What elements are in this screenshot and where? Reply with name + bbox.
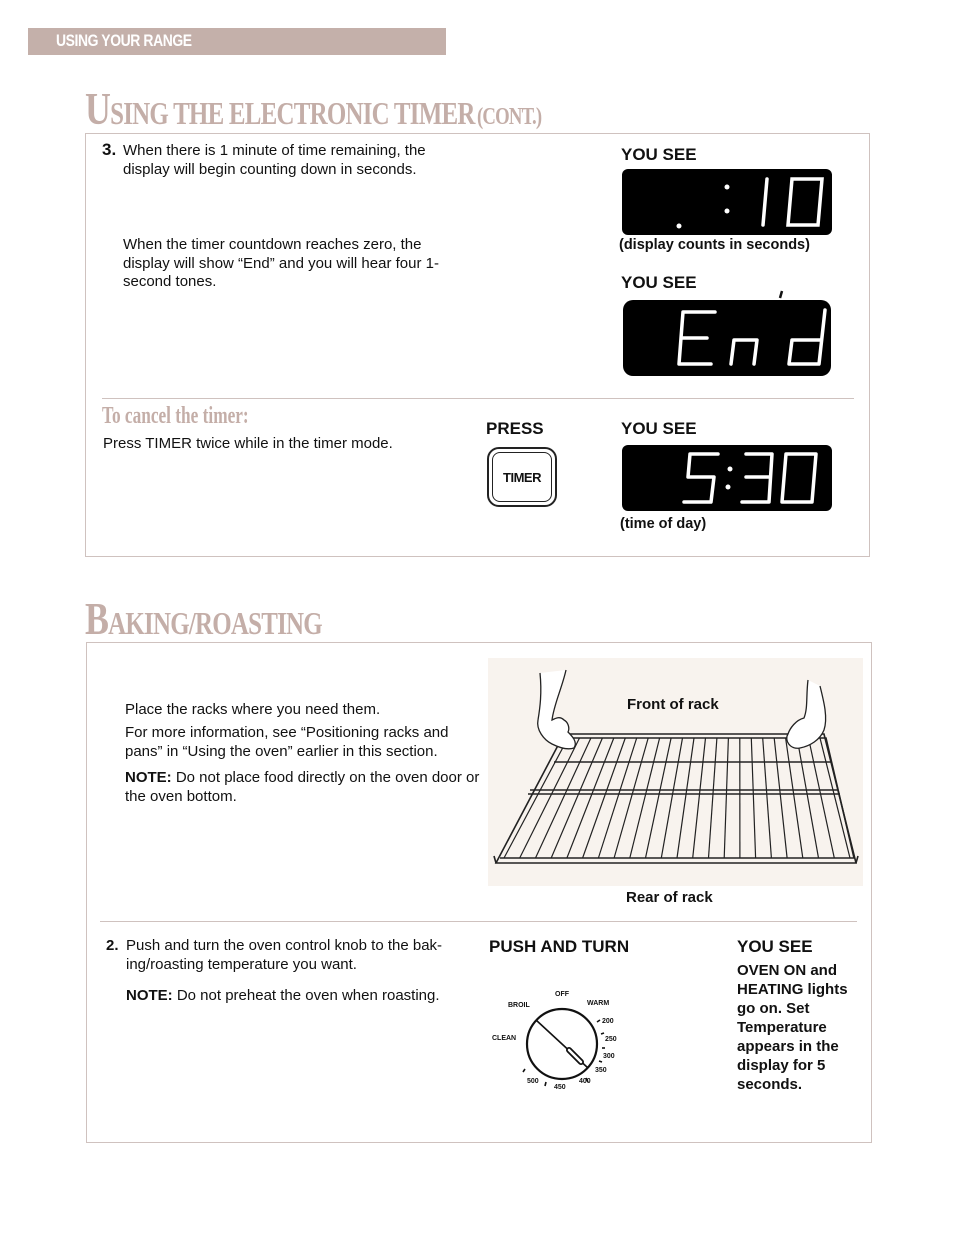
lcd-display-end: [623, 300, 831, 376]
knob-label-350: 350: [595, 1067, 607, 1074]
knob-label-200: 200: [602, 1018, 614, 1025]
rack-rod: [763, 738, 772, 858]
section-header-band: [28, 28, 446, 55]
knob-label-300: 300: [603, 1053, 615, 1060]
lcd-end-digits: [623, 300, 831, 376]
cancel-timer-text: Press TIMER twice while in the timer mode.: [103, 435, 393, 452]
you-see-label-4: YOU SEE: [737, 937, 813, 956]
baking-divider: [100, 921, 857, 922]
knob-label-500: 500: [527, 1078, 539, 1085]
rack-note: [125, 769, 487, 806]
time-of-day-caption: (time of day): [620, 516, 707, 532]
timer-title-initial: U: [85, 83, 111, 134]
rack-rod: [774, 738, 787, 858]
rack-rod: [646, 738, 672, 858]
front-of-rack-label: Front of rack: [627, 696, 719, 713]
knob-label-broil: BROIL: [508, 1002, 530, 1009]
rack-rod: [751, 738, 755, 858]
rack-placement-text: Place the racks where you need them.: [125, 701, 381, 718]
rack-rod: [820, 738, 850, 858]
timer-button[interactable]: [487, 447, 557, 507]
knob-label-450: 450: [554, 1084, 566, 1091]
roast-note-label: NOTE:: [126, 987, 173, 1004]
rack-rod: [693, 738, 706, 858]
display-tick-mark: [777, 290, 785, 300]
timer-section-title: [85, 82, 541, 135]
section-header-label: USING YOUR RANGE: [56, 31, 192, 50]
rack-rod: [536, 738, 591, 858]
you-see-label-2: YOU SEE: [621, 273, 697, 292]
lcd-display-countdown: [622, 169, 832, 235]
knob-label-off: OFF: [555, 991, 569, 998]
rack-note-label: NOTE:: [125, 769, 172, 786]
rear-of-rack-label: Rear of rack: [626, 889, 713, 906]
lcd-countdown-digits: [622, 169, 832, 235]
roast-note: [126, 987, 471, 1006]
cancel-timer-heading: To cancel the timer:: [102, 403, 249, 429]
timer-step-text: When there is 1 minute of time remaining, the display will begin counting down in seconds.: [123, 142, 426, 178]
timer-button-face[interactable]: [492, 452, 552, 502]
oven-control-knob[interactable]: [512, 1000, 612, 1090]
roast-note-text: Do not preheat the oven when roasting.: [172, 987, 440, 1004]
knob-label-250: 250: [605, 1036, 617, 1043]
rack-note-text: Do not place food directly on the oven door or the oven bottom.: [125, 769, 480, 805]
rack-rods: [504, 738, 850, 858]
rack-rod: [630, 738, 660, 858]
oven-rack-illustration: [488, 658, 863, 886]
baking-step-number: 2.: [106, 937, 119, 954]
baking-title-initial: B: [85, 593, 109, 644]
knob-label-clean: CLEAN: [492, 1035, 517, 1042]
lcd-time-digits: [622, 445, 832, 511]
oven-rack-drawing: [488, 658, 863, 886]
timer-divider: [102, 398, 854, 399]
you-see-result-text: OVEN ON and HEATING lights go on. Set Temperature appears in the display for 5 seconds.: [737, 962, 848, 1093]
rack-info-text: For more information, see “Positioning racks and pans” in “Using the oven” earlier in this section.: [125, 724, 449, 760]
timer-title-cont: (CONT.): [476, 104, 542, 130]
you-see-label-3: YOU SEE: [621, 419, 697, 438]
timer-button-label: TIMER: [503, 469, 541, 485]
rack-rod: [567, 738, 614, 858]
timer-end-text: When the timer countdown reaches zero, the display will show “End” and you will hear four 1-second tones.: [123, 236, 439, 290]
timer-title-text: SING THE ELECTRONIC TIMER: [110, 95, 475, 131]
timer-step-number: 3.: [102, 140, 117, 159]
lcd-display-time: [622, 445, 832, 511]
you-see-label-1: YOU SEE: [621, 145, 697, 164]
baking-step-text: Push and turn the oven control knob to the bak-ing/roasting temperature you want.: [126, 937, 443, 973]
press-label: PRESS: [486, 419, 544, 438]
rack-rod: [520, 738, 580, 858]
push-and-turn-label: PUSH AND TURN: [489, 937, 630, 956]
baking-title-text: AKING/ROASTING: [108, 605, 322, 641]
rack-rod: [724, 738, 728, 858]
knob-label-400: 400: [579, 1078, 591, 1085]
rack-rod: [709, 738, 717, 858]
knob-label-warm: WARM: [587, 1000, 610, 1007]
countdown-caption: (display counts in seconds): [619, 237, 810, 253]
baking-section-title: [85, 592, 322, 645]
